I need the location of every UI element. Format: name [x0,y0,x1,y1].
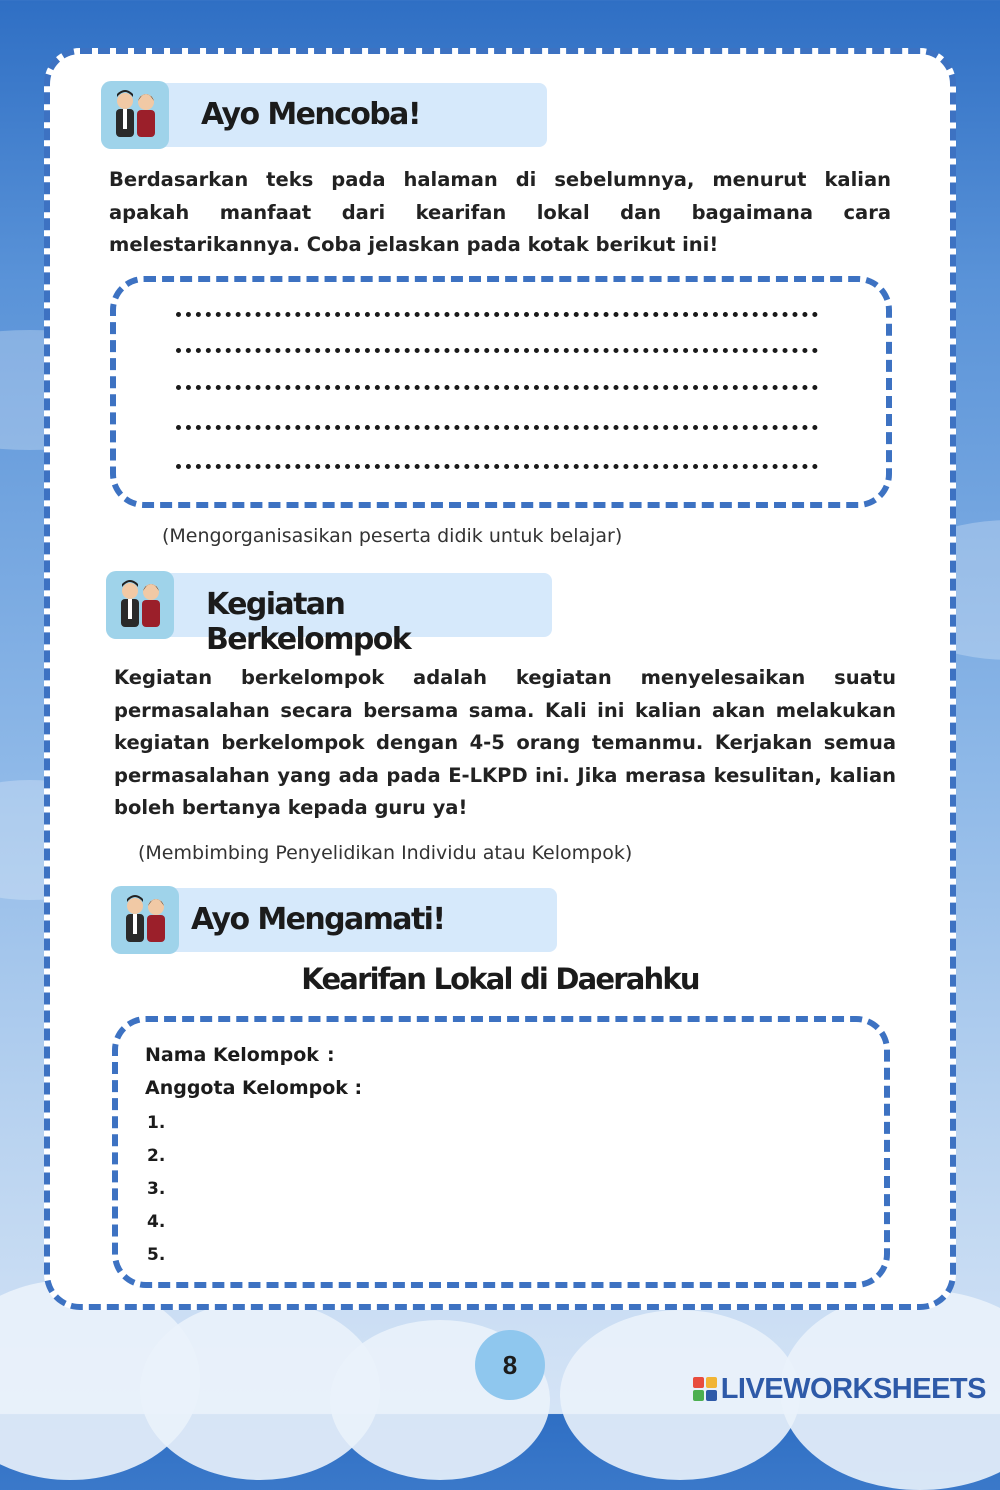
instruction-text: Berdasarkan teks pada halaman di sebelumnya, menurut kalian apakah manfaat dari kearifan lokal dan bagaimana cara melestarikannya. Coba jelaskan pada kotak berikut ini! [109,168,891,256]
phase-note: (Membimbing Penyelidikan Individu atau Kelompok) [138,842,633,864]
group-members-label: Anggota Kelompok : [145,1077,363,1099]
section-header-kegiatan [106,573,552,657]
students-avatar-icon [101,81,169,149]
answer-line[interactable] [176,312,818,317]
section-title: Ayo Mengamati! [191,902,445,937]
students-avatar-icon [111,886,179,954]
liveworksheets-logo-icon [693,1377,717,1401]
answer-box[interactable] [110,276,892,508]
phase-note: (Mengorganisasikan peserta didik untuk belajar) [162,525,623,547]
member-number: 3. [147,1179,166,1199]
answer-line[interactable] [176,464,818,469]
answer-line[interactable] [176,425,818,430]
group-name-label: Nama Kelompok [145,1044,319,1066]
page-number: 8 [475,1330,545,1400]
answer-line[interactable] [176,385,818,390]
member-number: 4. [147,1212,166,1232]
member-number: 2. [147,1146,166,1166]
liveworksheets-brand[interactable] [693,1372,986,1406]
answer-line[interactable] [176,348,818,353]
section-title: Ayo Mencoba! [201,97,420,132]
member-number: 1. [147,1113,166,1133]
section-header-ayo-mengamati [111,888,557,952]
group-activity-text: Kegiatan berkelompok adalah kegiatan menyelesaikan suatu permasalahan secara bersama sama. Kali ini kalian akan melakukan kegiatan berkelompok dengan 4-5 orang temanmu. Kerjakan semua permasalahan yang ada pada E-LKPD ini. Jika merasa kesulitan, kalian boleh bertanya kepada guru ya! [114,666,896,819]
brand-text: LIVEWORKSHEETS [720,1372,986,1405]
member-number: 5. [147,1245,166,1265]
students-avatar-icon [106,571,174,639]
section-header-ayo-mencoba [101,83,547,147]
group-name-colon: : [327,1044,335,1066]
observation-title: Kearifan Lokal di Daerahku [301,962,699,996]
section-title: Kegiatan Berkelompok [206,587,411,657]
